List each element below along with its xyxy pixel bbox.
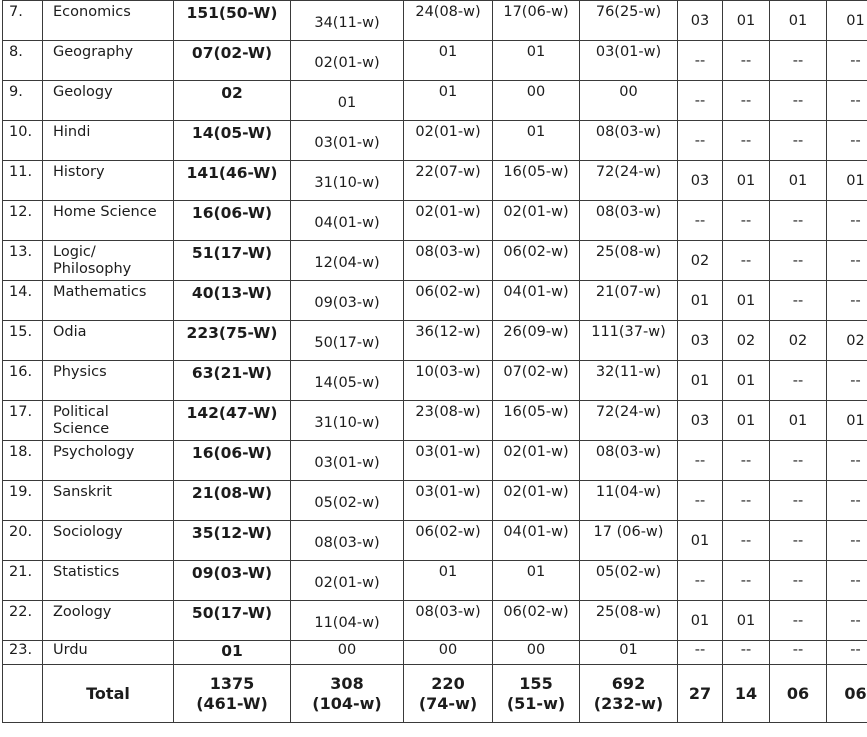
subject-cell: Geology (43, 81, 174, 121)
pwd-cell-2: -- (770, 281, 827, 321)
pwd-cell-3: 01 (827, 1, 867, 41)
sc-cell: 06(02-w) (404, 521, 493, 561)
sebc-cell: 00 (580, 81, 678, 121)
pwd-cell-2: 01 (770, 401, 827, 441)
pwd-cell-2: -- (770, 361, 827, 401)
total-sc-cell (404, 665, 493, 723)
subject-cell: Sociology (43, 521, 174, 561)
st-cell: 04(01-w) (493, 521, 580, 561)
table-row (3, 601, 867, 641)
pwd-cell-3: -- (827, 201, 867, 241)
subject-cell: Physics (43, 361, 174, 401)
st-cell: 06(02-w) (493, 601, 580, 641)
ur-cell: 50(17-w) (291, 321, 404, 361)
total-posts-cell: 01 (174, 641, 291, 665)
pwd-cell-2: -- (770, 561, 827, 601)
table-row (3, 121, 867, 161)
pwd-cell-3: -- (827, 241, 867, 281)
sc-cell: 03(01-w) (404, 481, 493, 521)
table-row (3, 81, 867, 121)
ur-cell: 04(01-w) (291, 201, 404, 241)
ews-cell: 03 (678, 321, 723, 361)
sc-cell: 00 (404, 641, 493, 665)
sc-cell: 08(03-w) (404, 601, 493, 641)
ur-cell: 03(01-w) (291, 441, 404, 481)
table-row (3, 521, 867, 561)
serial-number-cell: 11. (3, 161, 43, 201)
sebc-cell: 25(08-w) (580, 241, 678, 281)
ews-cell: -- (678, 481, 723, 521)
ews-cell: 02 (678, 241, 723, 281)
st-cell: 04(01-w) (493, 281, 580, 321)
serial-number-cell: 14. (3, 281, 43, 321)
pwd-cell-1: -- (723, 201, 770, 241)
ews-cell: 03 (678, 401, 723, 441)
sebc-cell: 76(25-w) (580, 1, 678, 41)
pwd-cell-3: -- (827, 361, 867, 401)
total-ews-cell: 27 (678, 665, 723, 723)
total-ur-count: 308 (330, 673, 364, 693)
pwd-cell-1: -- (723, 121, 770, 161)
sc-cell: 01 (404, 81, 493, 121)
pwd-cell-1: -- (723, 81, 770, 121)
ews-cell: -- (678, 561, 723, 601)
total-pwd-cell-1: 14 (723, 665, 770, 723)
table-row (3, 161, 867, 201)
st-cell: 16(05-w) (493, 401, 580, 441)
pwd-cell-2: -- (770, 601, 827, 641)
pwd-cell-1: 01 (723, 161, 770, 201)
pwd-cell-2: -- (770, 41, 827, 81)
pwd-cell-3: -- (827, 441, 867, 481)
sebc-cell: 25(08-w) (580, 601, 678, 641)
pwd-cell-2: -- (770, 121, 827, 161)
pwd-cell-3: -- (827, 521, 867, 561)
sc-cell: 23(08-w) (404, 401, 493, 441)
serial-number-cell: 15. (3, 321, 43, 361)
pwd-cell-2: 01 (770, 161, 827, 201)
serial-number-cell: 17. (3, 401, 43, 441)
ur-cell: 34(11-w) (291, 1, 404, 41)
pwd-cell-2: -- (770, 241, 827, 281)
st-cell: 00 (493, 81, 580, 121)
subject-cell: Economics (43, 1, 174, 41)
pwd-cell-1: 01 (723, 1, 770, 41)
total-posts-count: 1375 (209, 673, 255, 693)
total-posts-cell: 21(08-W) (174, 481, 291, 521)
ur-cell: 03(01-w) (291, 121, 404, 161)
total-sebc-count: 692 (611, 673, 646, 693)
pwd-cell-3: -- (827, 561, 867, 601)
total-posts-cell: 50(17-W) (174, 601, 291, 641)
table-row (3, 441, 867, 481)
serial-number-cell: 18. (3, 441, 43, 481)
pwd-cell-1: 01 (723, 601, 770, 641)
serial-number-cell: 13. (3, 241, 43, 281)
pwd-cell-3: -- (827, 281, 867, 321)
ews-cell: -- (678, 81, 723, 121)
ews-cell: 03 (678, 1, 723, 41)
ews-cell: -- (678, 201, 723, 241)
total-label: Total (43, 665, 174, 723)
pwd-cell-2: -- (770, 521, 827, 561)
sebc-cell: 08(03-w) (580, 201, 678, 241)
sebc-cell: 32(11-w) (580, 361, 678, 401)
st-cell: 01 (493, 41, 580, 81)
pwd-cell-1: -- (723, 561, 770, 601)
total-posts-cell: 141(46-W) (174, 161, 291, 201)
total-posts-cell: 02 (174, 81, 291, 121)
pwd-cell-2: -- (770, 641, 827, 665)
ur-cell: 02(01-w) (291, 561, 404, 601)
sc-cell: 01 (404, 41, 493, 81)
total-posts-cell: 16(06-W) (174, 441, 291, 481)
ur-cell: 31(10-w) (291, 401, 404, 441)
serial-number-cell: 9. (3, 81, 43, 121)
subject-cell: Psychology (43, 441, 174, 481)
total-st-cell (493, 665, 580, 723)
sebc-cell: 08(03-w) (580, 441, 678, 481)
ews-cell: 01 (678, 601, 723, 641)
ur-cell: 14(05-w) (291, 361, 404, 401)
sebc-cell: 72(24-w) (580, 161, 678, 201)
serial-number-cell: 16. (3, 361, 43, 401)
total-pwd-cell-2: 06 (770, 665, 827, 723)
ur-cell: 08(03-w) (291, 521, 404, 561)
subject-cell: Mathematics (43, 281, 174, 321)
ur-cell: 01 (291, 81, 404, 121)
pwd-cell-3: -- (827, 601, 867, 641)
ews-cell: -- (678, 121, 723, 161)
pwd-cell-2: -- (770, 201, 827, 241)
total-ur-women: (104-w) (312, 693, 382, 713)
st-cell: 07(02-w) (493, 361, 580, 401)
total-posts-women: (461-W) (196, 693, 268, 713)
pwd-cell-2: 01 (770, 1, 827, 41)
st-cell: 26(09-w) (493, 321, 580, 361)
pwd-cell-3: 01 (827, 161, 867, 201)
serial-number-cell: 8. (3, 41, 43, 81)
pwd-cell-1: -- (723, 521, 770, 561)
pwd-cell-3: -- (827, 81, 867, 121)
total-sebc-cell (580, 665, 678, 723)
sebc-cell: 21(07-w) (580, 281, 678, 321)
table-row (3, 641, 867, 665)
sc-cell: 36(12-w) (404, 321, 493, 361)
pwd-cell-1: 01 (723, 281, 770, 321)
subject-cell: Statistics (43, 561, 174, 601)
sc-cell: 03(01-w) (404, 441, 493, 481)
serial-number-cell: 20. (3, 521, 43, 561)
ur-cell: 12(04-w) (291, 241, 404, 281)
pwd-cell-2: 02 (770, 321, 827, 361)
sc-cell: 24(08-w) (404, 1, 493, 41)
total-ur-cell (291, 665, 404, 723)
subject-cell: Geography (43, 41, 174, 81)
ur-cell: 02(01-w) (291, 41, 404, 81)
sc-cell: 08(03-w) (404, 241, 493, 281)
st-cell: 17(06-w) (493, 1, 580, 41)
subject-cell: Hindi (43, 121, 174, 161)
table-row (3, 361, 867, 401)
serial-number-cell: 19. (3, 481, 43, 521)
ews-cell: 01 (678, 361, 723, 401)
st-cell: 01 (493, 561, 580, 601)
sebc-cell: 01 (580, 641, 678, 665)
pwd-cell-3: -- (827, 121, 867, 161)
st-cell: 02(01-w) (493, 481, 580, 521)
st-cell: 01 (493, 121, 580, 161)
total-serial-cell (3, 665, 43, 723)
total-sc-women: (74-w) (418, 693, 478, 713)
total-posts-cell: 40(13-W) (174, 281, 291, 321)
table-row (3, 41, 867, 81)
pwd-cell-1: -- (723, 481, 770, 521)
table-row (3, 561, 867, 601)
pwd-cell-1: -- (723, 41, 770, 81)
total-sebc-women: (232-w) (593, 693, 664, 713)
table-row (3, 321, 867, 361)
sebc-cell: 08(03-w) (580, 121, 678, 161)
pwd-cell-1: -- (723, 241, 770, 281)
total-posts-cell: 14(05-W) (174, 121, 291, 161)
total-posts-cell: 16(06-W) (174, 201, 291, 241)
subject-cell: Sanskrit (43, 481, 174, 521)
serial-number-cell: 7. (3, 1, 43, 41)
subject-cell: Urdu (43, 641, 174, 665)
st-cell: 02(01-w) (493, 201, 580, 241)
total-posts-cell: 07(02-W) (174, 41, 291, 81)
serial-number-cell: 21. (3, 561, 43, 601)
ur-cell: 31(10-w) (291, 161, 404, 201)
sebc-cell: 111(37-w) (580, 321, 678, 361)
subject-cell: Zoology (43, 601, 174, 641)
sc-cell: 01 (404, 561, 493, 601)
st-cell: 16(05-w) (493, 161, 580, 201)
total-posts-cell (174, 665, 291, 723)
subject-cell: Political Science (43, 401, 174, 441)
total-posts-cell: 223(75-W) (174, 321, 291, 361)
sebc-cell: 03(01-w) (580, 41, 678, 81)
subject-cell: Logic/ Philosophy (43, 241, 174, 281)
serial-number-cell: 12. (3, 201, 43, 241)
subject-cell: Home Science (43, 201, 174, 241)
table-row (3, 401, 867, 441)
ur-cell: 09(03-w) (291, 281, 404, 321)
st-cell: 00 (493, 641, 580, 665)
pwd-cell-3: 01 (827, 401, 867, 441)
ur-cell: 00 (291, 641, 404, 665)
total-posts-cell: 142(47-W) (174, 401, 291, 441)
sebc-cell: 17 (06-w) (580, 521, 678, 561)
pwd-cell-1: -- (723, 641, 770, 665)
table-row (3, 281, 867, 321)
pwd-cell-3: -- (827, 41, 867, 81)
total-posts-cell: 35(12-W) (174, 521, 291, 561)
pwd-cell-3: -- (827, 481, 867, 521)
pwd-cell-3: 02 (827, 321, 867, 361)
table-row (3, 481, 867, 521)
ews-cell: 01 (678, 521, 723, 561)
ews-cell: -- (678, 41, 723, 81)
subject-cell: Odia (43, 321, 174, 361)
serial-number-cell: 10. (3, 121, 43, 161)
sc-cell: 06(02-w) (404, 281, 493, 321)
pwd-cell-1: 02 (723, 321, 770, 361)
pwd-cell-2: -- (770, 81, 827, 121)
ews-cell: 03 (678, 161, 723, 201)
sc-cell: 02(01-w) (404, 121, 493, 161)
sc-cell: 10(03-w) (404, 361, 493, 401)
total-posts-cell: 151(50-W) (174, 1, 291, 41)
total-sc-count: 220 (431, 673, 465, 693)
subject-cell: History (43, 161, 174, 201)
total-st-count: 155 (519, 673, 553, 693)
total-posts-cell: 51(17-W) (174, 241, 291, 281)
sebc-cell: 05(02-w) (580, 561, 678, 601)
sebc-cell: 72(24-w) (580, 401, 678, 441)
total-row (3, 665, 867, 723)
sebc-cell: 11(04-w) (580, 481, 678, 521)
pwd-cell-2: -- (770, 481, 827, 521)
ur-cell: 11(04-w) (291, 601, 404, 641)
ews-cell: 01 (678, 281, 723, 321)
total-posts-cell: 09(03-W) (174, 561, 291, 601)
serial-number-cell: 23. (3, 641, 43, 665)
sc-cell: 02(01-w) (404, 201, 493, 241)
table-row (3, 201, 867, 241)
vacancy-table (2, 0, 867, 723)
pwd-cell-1: 01 (723, 401, 770, 441)
table-row (3, 241, 867, 281)
serial-number-cell: 22. (3, 601, 43, 641)
ur-cell: 05(02-w) (291, 481, 404, 521)
sc-cell: 22(07-w) (404, 161, 493, 201)
table-row (3, 1, 867, 41)
ews-cell: -- (678, 641, 723, 665)
pwd-cell-1: 01 (723, 361, 770, 401)
total-posts-cell: 63(21-W) (174, 361, 291, 401)
total-st-women: (51-w) (506, 693, 566, 713)
pwd-cell-1: -- (723, 441, 770, 481)
st-cell: 06(02-w) (493, 241, 580, 281)
pwd-cell-3: -- (827, 641, 867, 665)
st-cell: 02(01-w) (493, 441, 580, 481)
total-pwd-cell-3: 06 (827, 665, 867, 723)
ews-cell: -- (678, 441, 723, 481)
pwd-cell-2: -- (770, 441, 827, 481)
